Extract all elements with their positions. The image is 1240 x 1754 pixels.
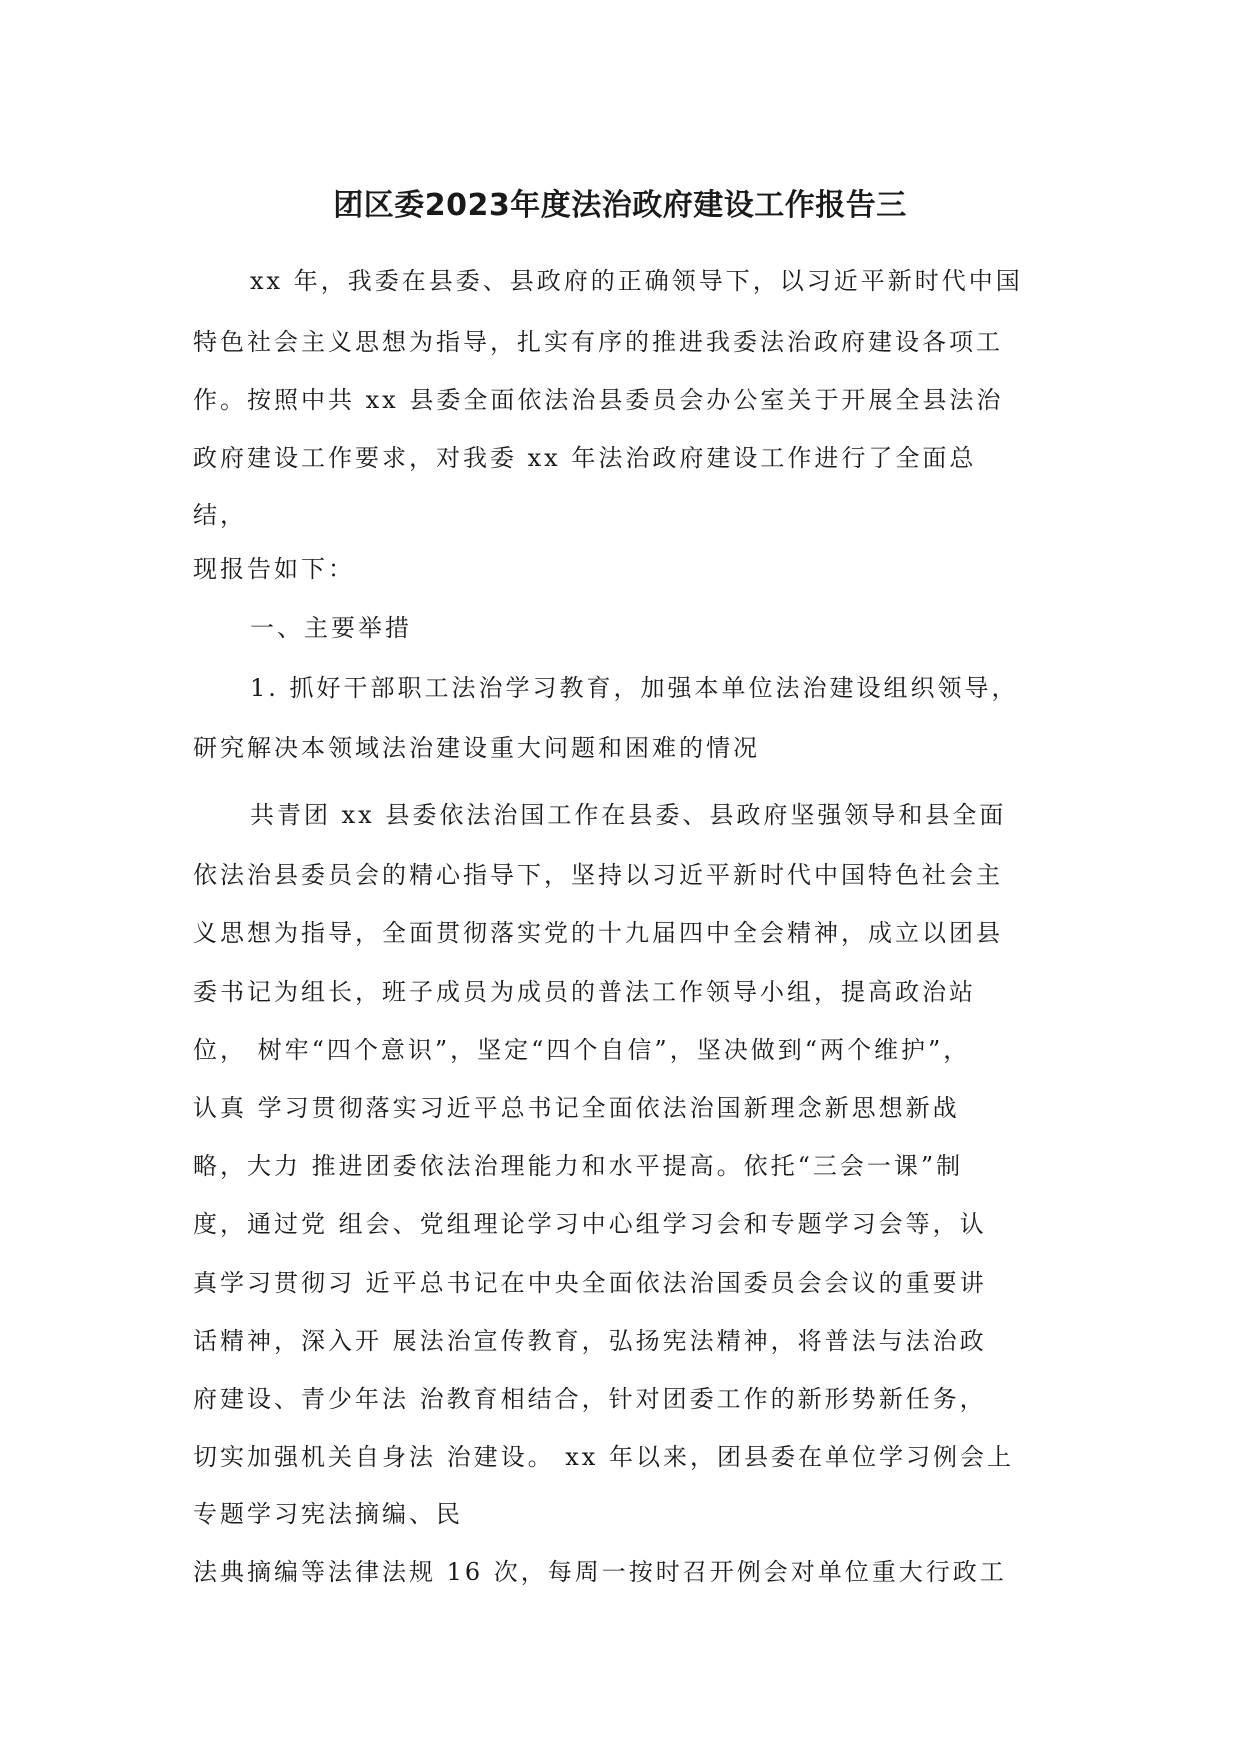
paragraph-line: 略，大力 推进团委依法治理能力和水平提高。依托“三会一课”制 (193, 1152, 964, 1180)
document-title: 团区委2023年度法治政府建设工作报告三 (333, 188, 907, 223)
section-heading: 一、主要举措 (250, 614, 412, 642)
paragraph-line: xx 年，我委在县委、县政府的正确领导下，以习近平新时代中国 (250, 267, 1023, 295)
paragraph-line: 法典摘编等法律法规 16 次，每周一按时召开例会对单位重大行政工 (193, 1558, 1007, 1586)
paragraph-line: 结， (193, 501, 247, 529)
subsection-heading: 1. 抓好干部职工法治学习教育，加强本单位法治建设组织领导， (250, 674, 1019, 702)
paragraph-line: 政府建设工作要求，对我委 xx 年法治政府建设工作进行了全面总 (193, 444, 977, 472)
paragraph-line: 切实加强机关自身法 治建设。 xx 年以来，团县委在单位学习例会上 (193, 1443, 1014, 1471)
paragraph-line: 委书记为组长，班子成员为成员的普法工作领导小组，提高政治站 (193, 978, 976, 1006)
paragraph-line: 特色社会主义思想为指导，扎实有序的推进我委法治政府建设各项工 (193, 328, 1003, 356)
paragraph-line: 义思想为指导，全面贯彻落实党的十九届四中全会精神，成立以团县 (193, 919, 1003, 947)
paragraph-line: 依法治县委员会的精心指导下，坚持以习近平新时代中国特色社会主 (193, 861, 1003, 889)
paragraph-line: 话精神，深入开 展法治宣传教育，弘扬宪法精神，将普法与法治政 (193, 1327, 987, 1355)
paragraph-line: 位， 树牢“四个意识”，坚定“四个自信”，坚决做到“两个维护”， (193, 1036, 971, 1064)
paragraph-line: 认真 学习贯彻落实习近平总书记全面依法治国新理念新思想新战 (193, 1094, 960, 1122)
paragraph-line: 度，通过党 组会、党组理论学习中心组学习会和专题学习会等，认 (193, 1210, 987, 1238)
paragraph-line: 共青团 xx 县委依法治国工作在县委、县政府坚强领导和县全面 (250, 801, 1007, 829)
paragraph-line: 专题学习宪法摘编、民 (193, 1500, 463, 1528)
paragraph-line: 作。按照中共 xx 县委全面依法治县委员会办公室关于开展全县法治 (193, 386, 1004, 414)
paragraph-line: 府建设、青少年法 治教育相结合，针对团委工作的新形势新任务， (193, 1385, 987, 1413)
paragraph-line: 现报告如下： (193, 555, 355, 583)
paragraph-line: 真学习贯彻习 近平总书记在中央全面依法治国委员会会议的重要讲 (193, 1269, 987, 1297)
subsection-heading: 研究解决本领域法治建设重大问题和困难的情况 (193, 734, 760, 762)
